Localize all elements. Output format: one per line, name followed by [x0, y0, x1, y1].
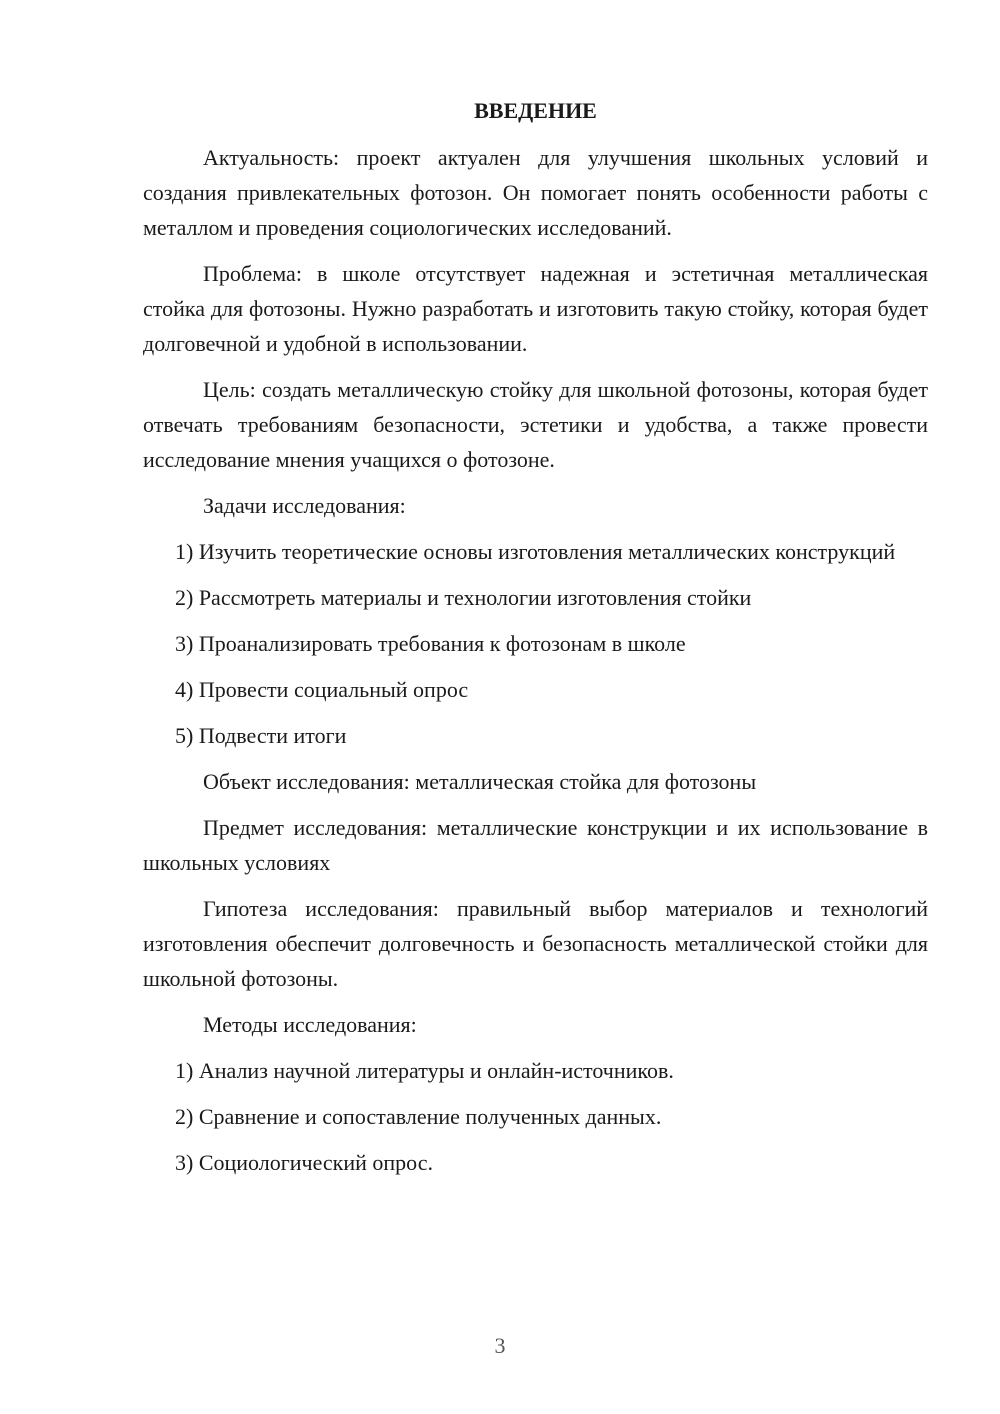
task-item-1: 1) Изучить теоретические основы изготовления металлических конструкций [175, 539, 896, 564]
task-item-2: 2) Рассмотреть материалы и технологии изготовления стойки [175, 585, 752, 610]
object-paragraph: Объект исследования: металлическая стойка для фотозоны [203, 769, 757, 794]
section-title: ВВЕДЕНИЕ [474, 98, 597, 123]
task-item-5: 5) Подвести итоги [175, 723, 347, 748]
task-item-4: 4) Провести социальный опрос [175, 677, 469, 702]
tasks-heading: Задачи исследования: [203, 493, 406, 518]
method-item-3: 3) Социологический опрос. [175, 1150, 433, 1175]
method-item-2: 2) Сравнение и сопоставление полученных данных. [175, 1104, 662, 1129]
task-item-3: 3) Проанализировать требования к фотозонам в школе [175, 631, 686, 656]
page-number: 3 [494, 1333, 506, 1358]
subject-paragraph: Предмет исследования: металлические конструкции и их использование в школьных условиях [143, 815, 928, 875]
problem-paragraph: Проблема: в школе отсутствует надежная и эстетичная металлическая стойка для фотозоны. Нужно разработать и изготовить такую стойку, которая будет долговечной и удобной в использовании. [143, 261, 928, 356]
methods-heading: Методы исследования: [203, 1012, 417, 1037]
hypothesis-paragraph: Гипотеза исследования: правильный выбор материалов и технологий изготовления обеспечит долговечность и безопасность металлической стойки для школьной фотозоны. [143, 896, 928, 991]
method-item-1: 1) Анализ научной литературы и онлайн-источников. [175, 1058, 674, 1083]
document-page [143, 93, 928, 1191]
relevance-paragraph: Актуальность: проект актуален для улучшения школьных условий и создания привлекательных фотозон. Он помогает понять особенности работы с металлом и проведения социологических исследований. [143, 145, 928, 240]
goal-paragraph: Цель: создать металлическую стойку для школьной фотозоны, которая будет отвечать требованиям безопасности, эстетики и удобства, а также провести исследование мнения учащихся о фотозоне. [143, 377, 928, 472]
